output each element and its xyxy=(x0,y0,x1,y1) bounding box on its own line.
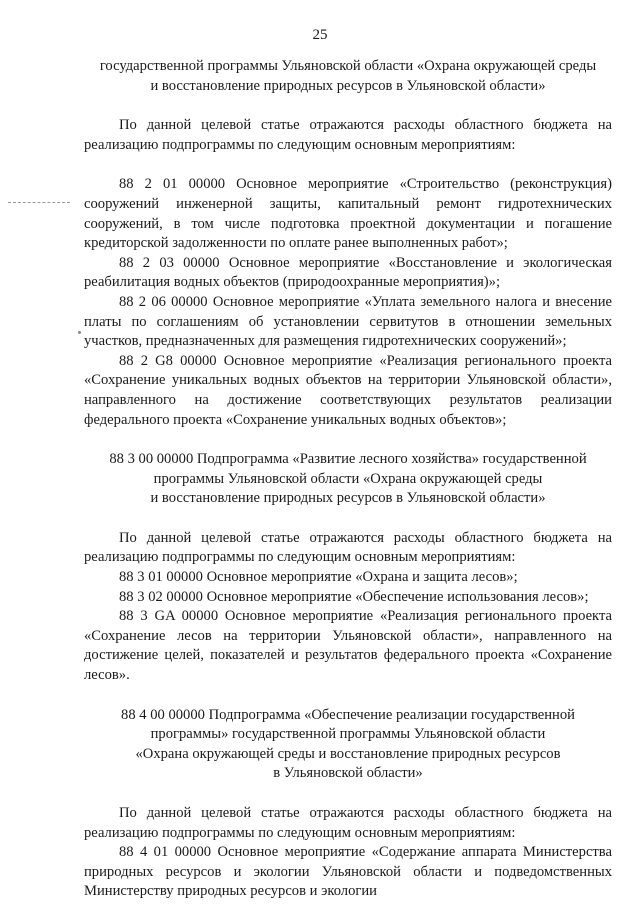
body-paragraph: 88 4 01 00000 Основное мероприятие «Содержание аппарата Министерства природных ресурсов и экологии Ульяновской области и подведомственных Министерству природных ресурсов и экологии xyxy=(84,844,612,900)
body-paragraph: 88 3 02 00000 Основное мероприятие «Обеспечение использования лесов»; xyxy=(119,588,589,605)
block-gap xyxy=(84,155,612,175)
heading-line: государственной программы Ульяновской области «Охрана окружающей среды xyxy=(99,58,597,74)
document-body xyxy=(84,57,612,902)
body-paragraph: По данной целевой статье отражаются расходы областного бюджета на реализацию подпрограммы по следующим основным мероприятиям: xyxy=(84,805,612,841)
block-gap xyxy=(84,509,612,529)
margin-scan-dot xyxy=(78,331,81,334)
body-paragraph: 88 2 01 00000 Основное мероприятие «Строительство (реконструкция) сооружений инженерной защиты, капитальный ремонт гидротехнических сооружений, в том числе подготовка проектной документации и погашение кредиторской задолженности по оплате ранее выполненных работ»; xyxy=(84,176,612,252)
heading-line: в Ульяновской области» xyxy=(273,765,423,782)
body-paragraph: По данной целевой статье отражаются расходы областного бюджета на реализацию подпрограммы по следующим основным мероприятиям: xyxy=(84,117,612,153)
body-paragraph: 88 2 03 00000 Основное мероприятие «Восстановление и экологическая реабилитация водных объектов (природоохранные мероприятия)»; xyxy=(84,254,612,291)
block-gap xyxy=(84,430,612,450)
heading-line: 88 4 00 00000 Подпрограмма «Обеспечение реализации государственной xyxy=(121,706,575,723)
body-paragraph: По данной целевой статье отражаются расходы областного бюджета на реализацию подпрограммы по следующим основным мероприятиям: xyxy=(84,529,612,566)
block-gap xyxy=(84,686,612,706)
heading-line: «Охрана окружающей среды и восстановление природных ресурсов xyxy=(135,745,561,762)
body-paragraph: 88 3 01 00000 Основное мероприятие «Охрана и защита лесов»; xyxy=(119,569,518,586)
heading-line: программы Ульяновской области «Охрана окружающей среды xyxy=(153,470,543,487)
body-paragraph: 88 2 G8 00000 Основное мероприятие «Реализация регионального проекта «Сохранение уникальных водных объектов на территории Ульяновской области», направленного на достижение соответствующих результатов реализации федерального проекта «Сохранение уникальных водных объектов»; xyxy=(84,352,612,428)
page-number: 25 xyxy=(312,27,328,43)
heading-line: и восстановление природных ресурсов в Ульяновской области» xyxy=(150,77,546,94)
section-heading xyxy=(84,57,612,96)
heading-line: 88 3 00 00000 Подпрограмма «Развитие лесного хозяйства» государственной xyxy=(109,451,587,468)
section-heading xyxy=(84,450,612,509)
body-paragraph: 88 2 06 00000 Основное мероприятие «Уплата земельного налога и внесение платы по соглашениям об установлении сервитутов в отношении земельных участков, предназначенных для размещения гидротехнических сооружений»; xyxy=(84,293,612,350)
heading-line: и восстановление природных ресурсов в Ульяновской области» xyxy=(150,490,546,507)
section-heading xyxy=(84,706,612,784)
margin-scan-mark xyxy=(8,202,70,203)
heading-line: программы» государственной программы Ульяновской области xyxy=(150,726,546,743)
block-gap xyxy=(84,784,612,804)
block-gap xyxy=(84,96,612,116)
body-paragraph: 88 3 GA 00000 Основное мероприятие «Реализация регионального проекта «Сохранение лесов на территории Ульяновской области», направленного на достижение целей, показателей и результатов федерального проекта «Сохранение лесов». xyxy=(84,608,612,684)
